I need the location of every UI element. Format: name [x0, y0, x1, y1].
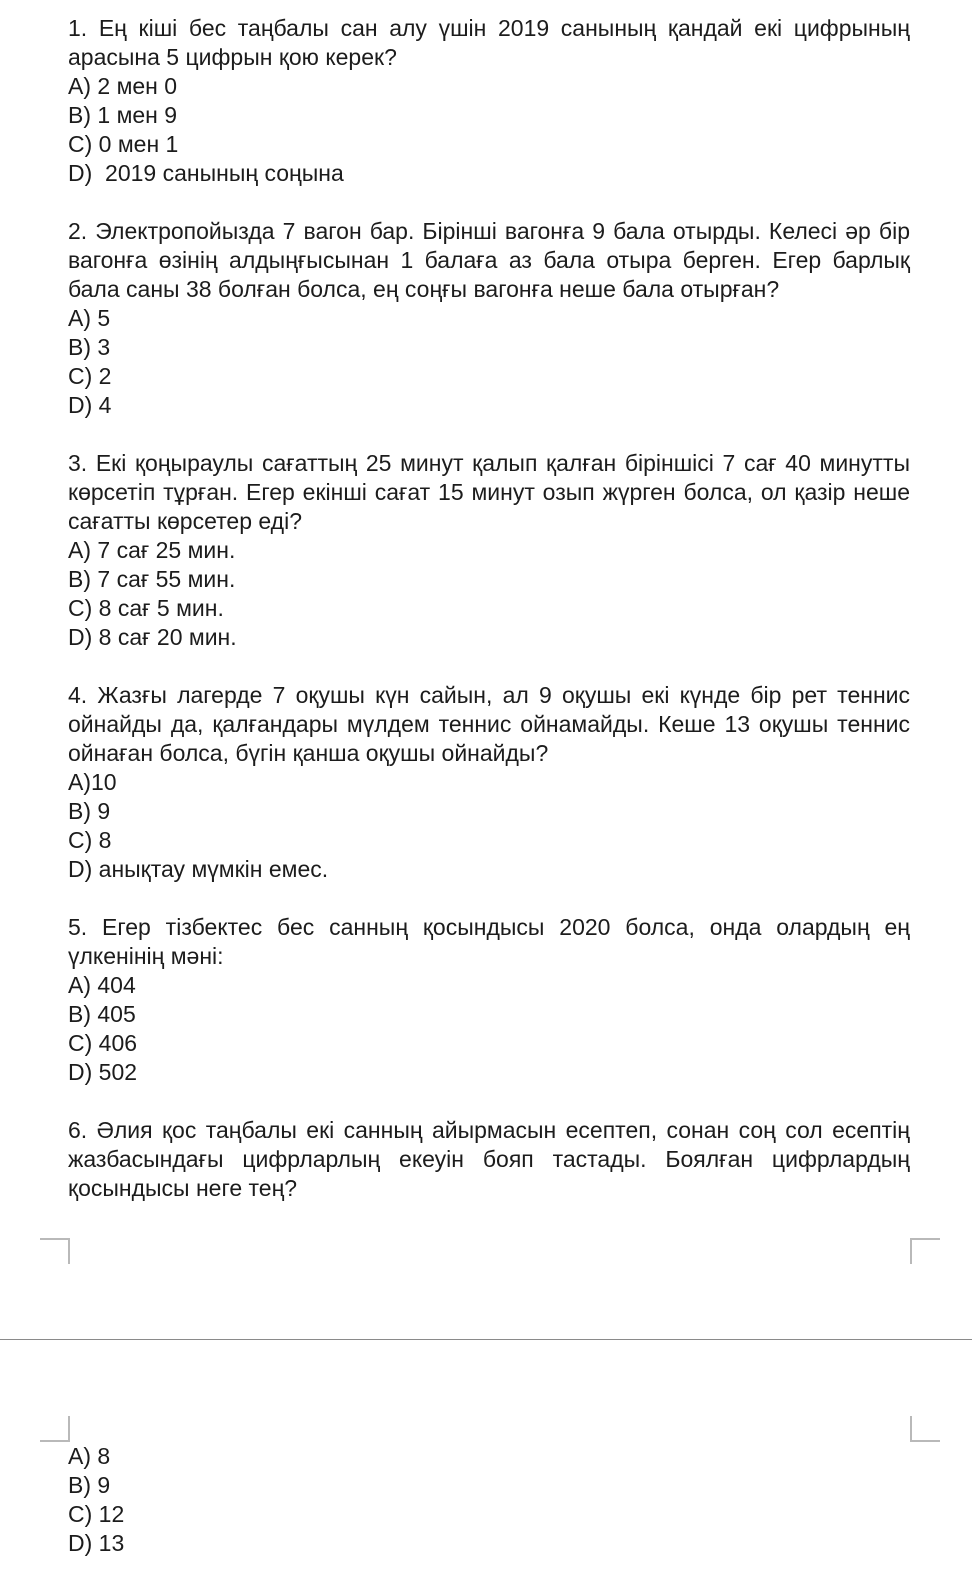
page-content-bottom [68, 1442, 910, 1558]
page-corner-mark [910, 1238, 940, 1264]
answer-option-c: C) 8 сағ 5 мин. [68, 595, 224, 621]
answer-option-a: A)10 [68, 769, 117, 795]
answer-option-c: C) 0 мен 1 [68, 131, 179, 157]
question-3 [68, 449, 910, 652]
question-1 [68, 14, 910, 188]
question-text: 2. Электропойызда 7 вагон бар. Бірінші вагонға 9 бала отырды. Келесі әр бір вагонға өзінің алдыңғысынан 1 балаға аз бала отыра берген. Егер барлық бала саны 38 болған болса, ең соңғы вагонға неше бала отырған? [68, 218, 910, 302]
question-6-options [68, 1442, 910, 1558]
answer-option-d: D) 13 [68, 1530, 125, 1556]
question-text: 1. Ең кіші бес таңбалы сан алу үшін 2019 санының қандай екі цифрының арасына 5 цифрын қою керек? [68, 15, 910, 70]
answer-option-a: A) 7 сағ 25 мин. [68, 537, 236, 563]
answer-option-d: D) 4 [68, 392, 112, 418]
answer-option-c: C) 406 [68, 1030, 138, 1056]
question-5 [68, 913, 910, 1087]
answer-option-d: D) 502 [68, 1059, 138, 1085]
question-text: 3. Екі қоңыраулы сағаттың 25 минут қалып қалған біріншісі 7 сағ 40 минутты көрсетіп тұрған. Егер екінші сағат 15 минут озып жүрген болса, ол қазір неше сағатты көрсетер еді? [68, 450, 910, 534]
question-text: 6. Әлия қос таңбалы екі санның айырмасын есептеп, сонан соң сол есептің жазбасындағы цифрларлың екеуін бояп тастады. Боялған цифрлардың қосындысы неге тең? [68, 1117, 910, 1201]
answer-option-b: B) 1 мен 9 [68, 102, 178, 128]
page-corner-mark [40, 1238, 70, 1264]
page-break-line [0, 1339, 972, 1340]
answer-option-c: C) 12 [68, 1501, 125, 1527]
answer-option-b: B) 405 [68, 1001, 136, 1027]
answer-option-c: C) 2 [68, 363, 112, 389]
page-content-top [68, 14, 910, 1232]
question-2 [68, 217, 910, 420]
answer-option-a: A) 5 [68, 305, 111, 331]
question-6 [68, 1116, 910, 1203]
page-corner-mark [910, 1416, 940, 1442]
answer-option-b: B) 3 [68, 334, 111, 360]
answer-option-c: C) 8 [68, 827, 112, 853]
answer-option-d: D) 8 сағ 20 мин. [68, 624, 237, 650]
question-text: 5. Егер тізбектес бес санның қосындысы 2020 болса, онда олардың ең үлкенінің мәні: [68, 914, 910, 969]
page-corner-mark [40, 1416, 70, 1442]
answer-option-b: B) 7 сағ 55 мин. [68, 566, 236, 592]
answer-option-d: D) 2019 санының соңына [68, 160, 344, 186]
answer-option-a: A) 8 [68, 1443, 111, 1469]
answer-option-a: A) 2 мен 0 [68, 73, 178, 99]
answer-option-b: B) 9 [68, 798, 111, 824]
question-text: 4. Жазғы лагерде 7 оқушы күн сайын, ал 9 оқушы екі күнде бір рет теннис ойнайды да, қалғандары мүлдем теннис ойнамайды. Кеше 13 оқушы теннис ойнаған болса, бүгін қанша оқушы ойнайды? [68, 682, 910, 766]
question-4 [68, 681, 910, 884]
answer-option-b: B) 9 [68, 1472, 111, 1498]
answer-option-d: D) анықтау мүмкін емес. [68, 856, 329, 882]
answer-option-a: A) 404 [68, 972, 136, 998]
